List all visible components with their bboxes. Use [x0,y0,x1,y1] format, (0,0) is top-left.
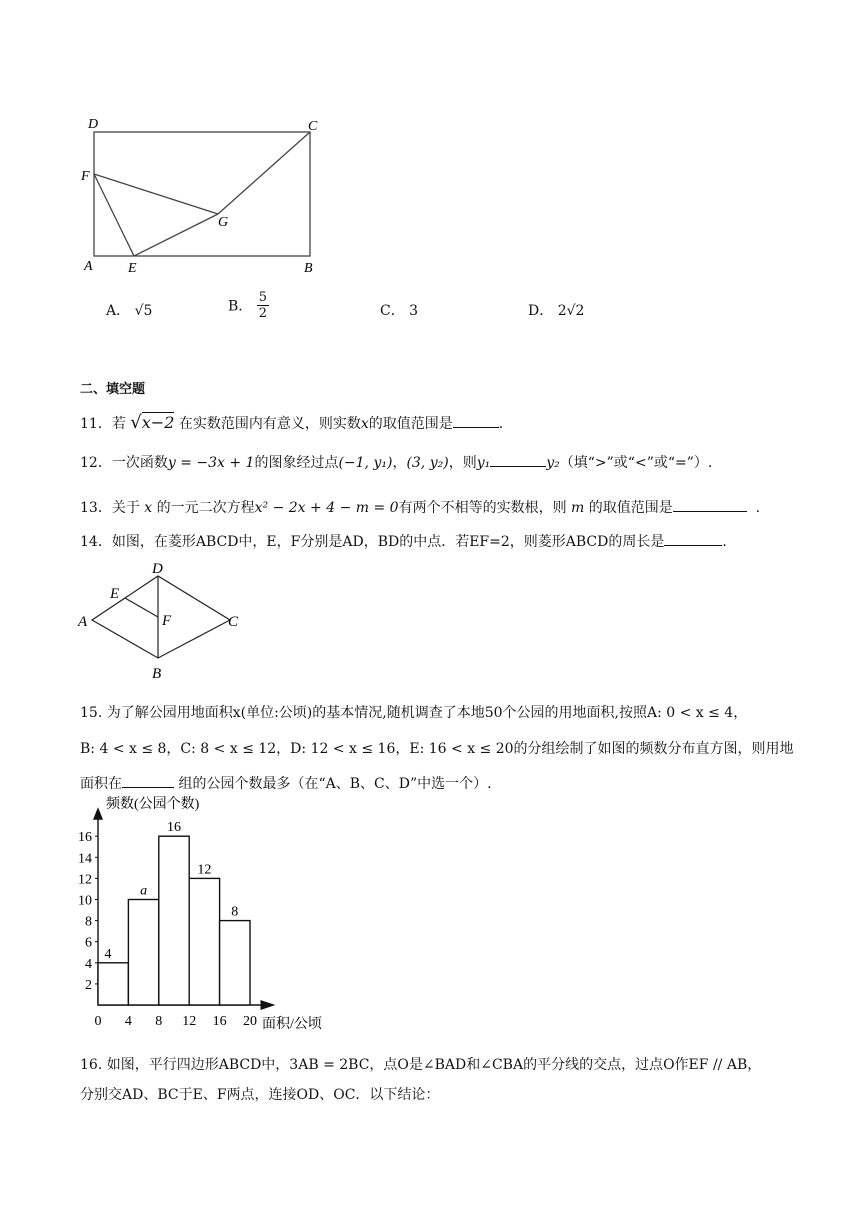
q13-text1: 关于 [111,500,140,516]
x-tick-label: 0 [94,1014,102,1029]
q13-text4: 的取值范围是 [588,500,673,516]
question-15-line3 [80,773,492,793]
x-tick-label: 12 [182,1014,197,1029]
label-b: B [304,261,313,276]
label-a: A [78,614,88,630]
x-tick-label: 16 [212,1014,227,1029]
segment-fe [94,174,134,256]
label-a: A [84,259,93,274]
q12-text2: 的图象经过点 [254,455,339,471]
option-a [106,300,152,320]
bar-data-label: 16 [167,820,181,836]
q11-radical: √ [130,412,142,433]
rectangle-abcd [94,132,310,256]
histogram-bar [98,963,128,1005]
q12-point2: (3, y₂) [406,455,449,471]
rectangle-figure [78,112,338,282]
q11-tail: 的取值范围是 [368,416,453,432]
option-b [228,290,269,321]
y-tick-label: 4 [85,956,92,972]
question-11 [80,412,503,433]
option-a-label: A． [106,303,131,319]
x-tick-label: 4 [124,1014,132,1029]
q13-answer-blank[interactable] [673,497,747,512]
y-tick-label: 10 [78,893,92,909]
q14-answer-blank[interactable] [664,531,722,546]
histogram-bar [189,878,219,1005]
label-f: F [81,169,90,184]
q15-line3-post: 组的公园个数最多（在“A、B、C、D”中选一个）. [178,776,492,792]
fraction-denominator: 2 [258,306,268,321]
q11-radicand: x−2 [141,413,175,432]
q14-number: 14． [80,534,112,550]
x-tick-label: 20 [243,1014,257,1029]
label-c: C [228,614,239,630]
label-e: E [128,261,137,276]
label-g: G [218,215,229,230]
option-d-label: D． [528,303,554,319]
segment-eg [134,214,218,256]
bar-data-label: 4 [104,946,112,962]
q11-answer-blank[interactable] [453,413,499,428]
q12-text3: ，则 [448,455,477,471]
q11-end: . [498,416,504,432]
label-c: C [308,119,318,134]
q12-text4: （填“>”或“<”或“=”）. [559,455,713,471]
q13-end: . [755,500,761,516]
segment-gc [218,132,310,214]
segment-fg [94,174,218,214]
x-axis-label: 面积/公顷 [262,1017,322,1032]
y-tick-label: 6 [85,935,92,951]
label-f: F [162,613,172,629]
q11-post: 在实数范围内有意义，则实数 [178,416,361,432]
q12-function: y = −3x + 1 [167,455,255,471]
histogram-bar [159,836,189,1005]
fraction-numerator: 5 [258,290,268,305]
q15-line3-pre: 面积在 [80,776,122,792]
q12-sep: ， [392,455,407,471]
label-d: D [88,117,99,132]
bar-data-label: 12 [197,862,212,878]
option-d-value: 2√2 [557,303,585,319]
bar-data-label: 8 [231,904,239,920]
option-b-label: B． [228,298,253,315]
q13-m: m [571,500,585,516]
q12-number: 12． [80,455,112,471]
q12-y1: y₁ [476,455,491,471]
rhombus-figure [76,558,256,682]
question-12 [80,452,712,472]
q13-text2: 的一元二次方程 [156,500,255,516]
option-b-fraction [257,290,269,321]
q11-pre: 若 [111,416,126,432]
segment-ef [125,598,158,617]
q11-number: 11． [80,416,112,432]
x-axis-arrow [261,1001,273,1009]
y-tick-label: 14 [78,851,92,867]
y-tick-label: 12 [78,872,92,888]
option-a-value: √5 [134,303,153,319]
q13-text3: 有两个不相等的实数根，则 [398,500,567,516]
histogram-bar [220,921,250,1005]
question-13 [80,497,760,517]
section-title: 二、填空题 [80,382,146,397]
y-tick-label: 2 [85,977,92,993]
q12-point1: (−1, y₁) [338,455,393,471]
q14-text: 如图，在菱形ABCD中，E，F分别是AD，BD的中点．若EF=2，则菱形ABCD的周长是 [111,534,665,550]
q13-number: 13． [80,500,112,516]
option-d [528,300,584,320]
label-b: B [152,666,162,682]
label-d: D [152,561,163,577]
q13-equation: x² − 2x + 4 − m = 0 [254,500,399,516]
question-14 [80,531,727,551]
label-e: E [110,586,120,602]
bar-data-label: a [140,883,148,899]
q13-var: x [144,500,153,516]
option-c-value: 3 [409,303,419,319]
option-c [380,300,418,320]
q14-end: . [722,534,727,550]
y-axis-label: 频数(公园个数) [106,797,200,812]
q11-var: x [360,416,369,432]
y-axis-arrow [94,809,102,819]
y-tick-label: 16 [78,830,92,846]
x-tick-label: 8 [155,1014,163,1029]
q15-answer-blank[interactable] [122,773,174,788]
y-tick-label: 8 [85,914,92,930]
q12-y2: y₂ [546,455,560,471]
q12-text1: 一次函数 [111,455,168,471]
frequency-histogram [70,792,370,1038]
question-15-line2: B: 4 < x ≤ 8，C: 8 < x ≤ 12，D: 12 < x ≤ 16，E: 16 < x ≤ 20的分组绘制了如图的频数分布直方图，则用地 [80,741,794,757]
histogram-bar [128,900,158,1006]
question-16-line2: 分别交AD、BC于E、F两点，连接OD、OC．以下结论： [80,1087,440,1103]
question-16-line1: 16. 如图，平行四边形ABCD中，3AB = 2BC，点O是∠BAD和∠CBA的平分线的交点，过点O作EF // AB， [80,1057,762,1073]
q12-answer-blank[interactable] [490,452,546,467]
histogram-bars [98,836,250,1005]
question-15-line1: 15. 为了解公园用地面积x(单位:公顷)的基本情况,随机调查了本地50个公园的用地面积,按照A: 0 < x ≤ 4， [80,705,748,721]
option-c-label: C． [380,303,405,319]
